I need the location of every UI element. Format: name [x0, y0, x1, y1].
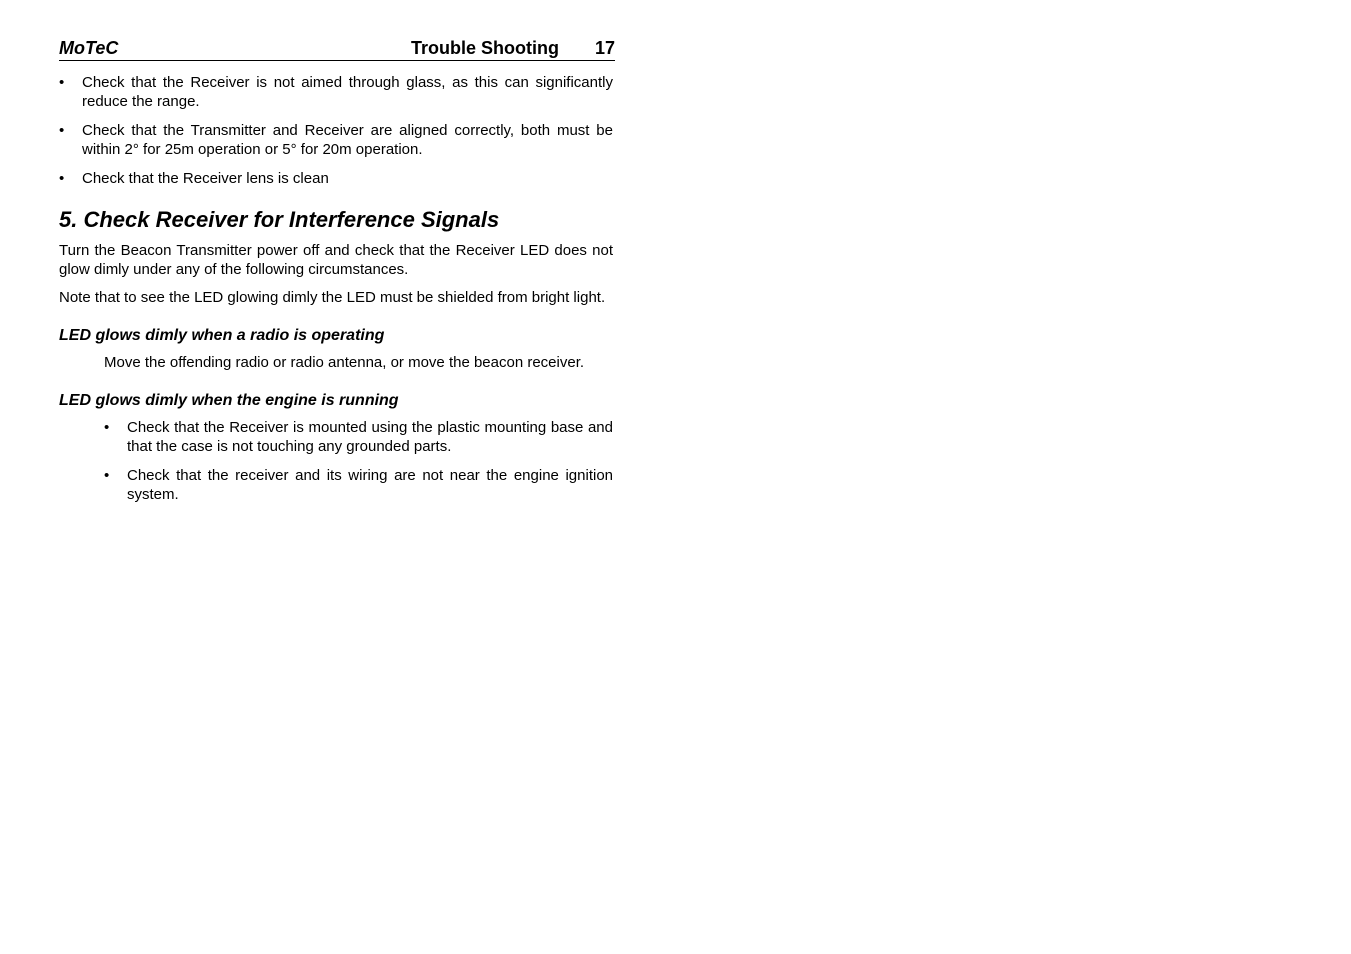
- list-item-text: Check that the Receiver is mounted using the plastic mounting base and that the case is not touching any grounded parts.: [127, 419, 613, 455]
- list-item: [59, 121, 613, 159]
- subheading-radio: LED glows dimly when a radio is operating: [59, 327, 385, 344]
- list-item: [59, 73, 613, 111]
- engine-bullet-list: [104, 418, 615, 504]
- list-item-text: Check that the Receiver is not aimed through glass, as this can significantly reduce the range.: [82, 74, 613, 110]
- paragraph: Note that to see the LED glowing dimly the LED must be shielded from bright light.: [59, 289, 606, 306]
- list-item-text: Check that the receiver and its wiring are not near the engine ignition system.: [127, 467, 613, 503]
- document-page: [59, 36, 615, 504]
- list-item: [59, 169, 613, 188]
- top-bullet-list: [59, 73, 615, 188]
- list-item-text: Check that the Receiver lens is clean: [82, 170, 329, 187]
- bullet-icon: •: [104, 419, 110, 436]
- section-heading: 5. Check Receiver for Interference Signals: [59, 207, 500, 232]
- bullet-icon: •: [59, 74, 65, 91]
- list-item: [104, 466, 613, 504]
- subheading-engine: LED glows dimly when the engine is running: [59, 392, 399, 409]
- radio-instruction: Move the offending radio or radio antenna, or move the beacon receiver.: [104, 354, 585, 371]
- brand-name: MoTeC: [59, 38, 119, 58]
- bullet-icon: •: [59, 122, 65, 139]
- bullet-icon: •: [104, 467, 110, 484]
- paragraph: Turn the Beacon Transmitter power off and check that the Receiver LED does not glow dimly under any of the following circumstances.: [59, 242, 613, 278]
- section-title: Trouble Shooting: [411, 38, 559, 58]
- list-item-text: Check that the Transmitter and Receiver are aligned correctly, both must be within 2° for 25m operation or 5° for 20m operation.: [82, 122, 613, 158]
- bullet-icon: •: [59, 170, 65, 187]
- page-header: [59, 36, 615, 61]
- list-item: [104, 418, 613, 456]
- page-number: 17: [594, 38, 615, 58]
